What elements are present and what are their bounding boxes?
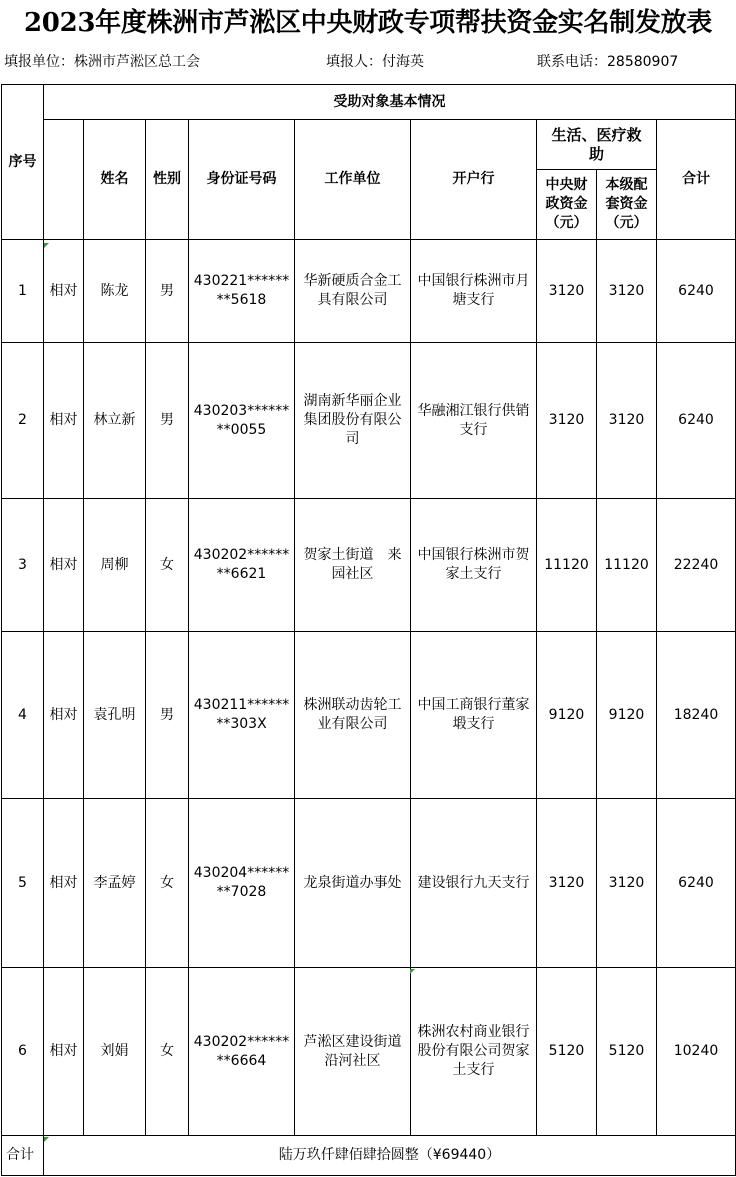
row-relation: 相对 (44, 499, 84, 632)
row-total: 10240 (657, 968, 736, 1136)
header-bank: 开户行 (411, 120, 537, 240)
row-local-fund: 5120 (597, 968, 657, 1136)
row-relation: 相对 (44, 343, 84, 499)
row-relation: 相对 (44, 968, 84, 1136)
table-row (2, 968, 736, 1136)
cell-marker-icon (410, 969, 415, 974)
reporting-unit: 填报单位：株洲市芦淞区总工会 (4, 54, 200, 70)
row-name: 刘娟 (84, 968, 146, 1136)
summary-row (2, 1136, 736, 1176)
page-title: 2023年度株洲市芦淞区中央财政专项帮扶资金实名制发放表 (24, 8, 712, 38)
row-work-unit: 龙泉街道办事处 (295, 799, 411, 968)
header-aid: 生活、医疗救助 (537, 120, 657, 170)
header-work-unit: 工作单位 (295, 120, 411, 240)
row-bank: 华融湘江银行供销支行 (411, 343, 537, 499)
table-row (2, 499, 736, 632)
row-name: 周柳 (84, 499, 146, 632)
header-gender: 性别 (146, 120, 189, 240)
row-seq: 4 (2, 632, 44, 799)
table-row (2, 240, 736, 343)
header-local-fund: 本级配套资金（元） (597, 170, 657, 240)
row-central-fund: 3120 (537, 799, 597, 968)
reporter: 填报人：付海英 (326, 54, 424, 70)
header-central-fund: 中央财政资金（元） (537, 170, 597, 240)
row-local-fund: 3120 (597, 799, 657, 968)
row-bank: 中国工商银行董家塅支行 (411, 632, 537, 799)
row-gender: 男 (146, 632, 189, 799)
cell-marker-icon (44, 243, 49, 248)
row-total: 22240 (657, 499, 736, 632)
summary-label: 合计 (2, 1136, 44, 1176)
row-central-fund: 11120 (537, 499, 597, 632)
row-gender: 男 (146, 343, 189, 499)
row-seq: 1 (2, 240, 44, 343)
row-bank: 建设银行九天支行 (411, 799, 537, 968)
row-local-fund: 3120 (597, 343, 657, 499)
row-bank: 中国银行株洲市贺家土支行 (411, 499, 537, 632)
row-total: 18240 (657, 632, 736, 799)
table-row (2, 799, 736, 968)
row-id-number: 430211********303X (189, 632, 295, 799)
row-name: 陈龙 (84, 240, 146, 343)
row-relation: 相对 (44, 240, 84, 343)
header-relation-blank (44, 120, 84, 240)
header-total: 合计 (657, 120, 736, 240)
row-name: 林立新 (84, 343, 146, 499)
row-gender: 男 (146, 240, 189, 343)
row-work-unit: 株洲联动齿轮工业有限公司 (295, 632, 411, 799)
row-seq: 6 (2, 968, 44, 1136)
row-seq: 3 (2, 499, 44, 632)
row-relation: 相对 (44, 799, 84, 968)
row-local-fund: 11120 (597, 499, 657, 632)
row-seq: 2 (2, 343, 44, 499)
row-central-fund: 3120 (537, 343, 597, 499)
contact-phone: 联系电话：28580907 (537, 54, 679, 70)
row-id-number: 430202********6621 (189, 499, 295, 632)
row-id-number: 430221********5618 (189, 240, 295, 343)
row-gender: 女 (146, 968, 189, 1136)
row-work-unit: 芦淞区建设街道沿河社区 (295, 968, 411, 1136)
row-local-fund: 3120 (597, 240, 657, 343)
row-name: 袁孔明 (84, 632, 146, 799)
subsidy-table (1, 84, 736, 1176)
row-work-unit: 湖南新华丽企业集团股份有限公司 (295, 343, 411, 499)
row-total: 6240 (657, 799, 736, 968)
row-gender: 女 (146, 499, 189, 632)
row-central-fund: 9120 (537, 632, 597, 799)
row-relation: 相对 (44, 632, 84, 799)
header-basic-info: 受助对象基本情况 (44, 85, 736, 120)
row-name: 李孟婷 (84, 799, 146, 968)
table-row (2, 343, 736, 499)
row-local-fund: 9120 (597, 632, 657, 799)
header-id-number: 身份证号码 (189, 120, 295, 240)
row-gender: 女 (146, 799, 189, 968)
row-work-unit: 华新硬质合金工具有限公司 (295, 240, 411, 343)
row-central-fund: 5120 (537, 968, 597, 1136)
summary-amount: 陆万玖仟肆佰肆拾圆整（¥69440） (44, 1136, 736, 1176)
row-bank: 株洲农村商业银行股份有限公司贺家土支行 (411, 968, 537, 1136)
row-total: 6240 (657, 240, 736, 343)
row-seq: 5 (2, 799, 44, 968)
header-seq: 序号 (2, 85, 44, 240)
row-central-fund: 3120 (537, 240, 597, 343)
header-name: 姓名 (84, 120, 146, 240)
row-work-unit: 贺家土街道 来园社区 (295, 499, 411, 632)
cell-marker-icon (44, 1137, 49, 1142)
row-id-number: 430203********0055 (189, 343, 295, 499)
row-bank: 中国银行株洲市月塘支行 (411, 240, 537, 343)
row-id-number: 430202********6664 (189, 968, 295, 1136)
table-row (2, 632, 736, 799)
row-id-number: 430204********7028 (189, 799, 295, 968)
row-total: 6240 (657, 343, 736, 499)
